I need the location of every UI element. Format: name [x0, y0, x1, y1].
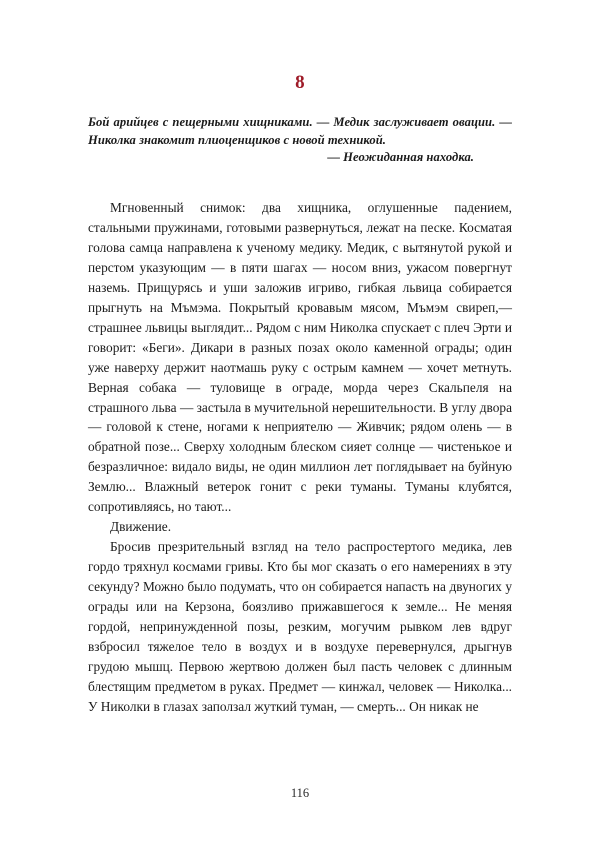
paragraph: Движение. [110, 519, 172, 535]
paragraph: Мгновенный снимок: два хищника, оглушенные падением, стальными пружинами, готовыми развернуться, лежат на песке. Косматая голова самца направлена к ученому медику. Медик, с вытянутой рукой и перстом указующим — в пяти шагах — носом вниз, ужасом повергнут наземь. Прищурясь и уши заложив игриво, гибкая львица собирается прыгнуть на Мъмэма. Покрытый кровавым мясом, Мъмэм свиреп,— страшнее львицы выглядит... Рядом с ним Николка спускает с плеч Эрти и говорит: «Беги». Дикари в разных позах около каменной ограды; один уже наверху держит наотмашь руку с острым камнем — хочет метнуть. Верная собака — туловище в ограде, морда через Скальпеля на страшного льва — застыла в мучительной нерешительности. В углу двора — головой к стене, ногами к неприятелю — Живчик; рядом олень — в обратной позе... Сверху холодным блеском сияет солнце — чистенькое и безразличное: видало виды, не один миллион лет поглядывает на буйную Землю... Влажный ветерок гонит с реки туманы. Туманы клубятся, сопротивляясь, но тают... [88, 200, 512, 515]
chapter-number: 8 [295, 72, 305, 93]
body-copy [88, 198, 512, 717]
chapter-epigraph [88, 114, 512, 167]
page-number: 116 [290, 786, 310, 800]
paragraph: Бросив презрительный взгляд на тело распростертого медика, лев гордо тряхнул космами гривы. Кто бы мог сказать о его намерениях в эту секунду? Можно было подумать, что он собирается напасть на двуногих у ограды или на Керзона, боязливо прижавшегося к земле... Не меняя гордой, непринужденной позы, резким, могучим рывком лев вдруг взбросил тяжелое тело в воздух и в воздухе перевернулся, дрыгнув грудою мышц. Первою жертвою должен был пасть человек с длинным блестящим предметом в руках. Предмет — кинжал, человек — Николка... У Николки в глазах заползал жуткий туман, — смерть... Он никак не [88, 539, 512, 714]
epigraph-line-2: — Неожиданная находка. [327, 150, 474, 165]
epigraph-line-1: Бой арийцев с пещерными хищниками. — Медик заслуживает овации. — Николка знакомит плиоценщиков с новой техникой. [88, 115, 512, 147]
